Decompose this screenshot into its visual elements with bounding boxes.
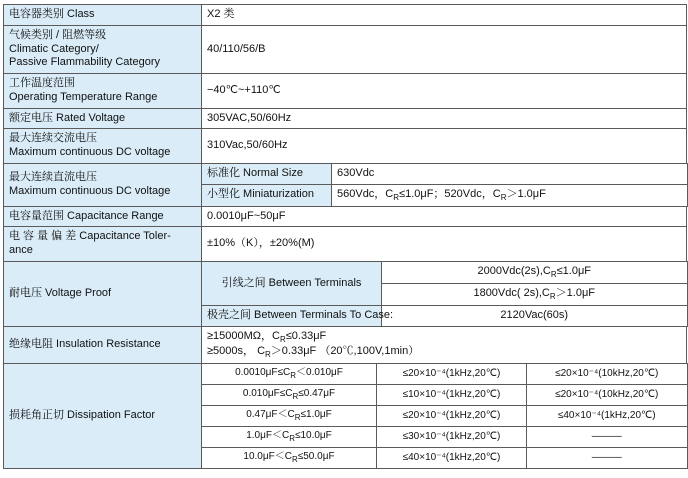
row-value-max-continuous-dc bbox=[202, 163, 687, 206]
table-row bbox=[4, 327, 687, 364]
dissipation-range: $0.0010\mu F\le C_R<0.010\mu F$ bbox=[202, 364, 377, 385]
sub-value-miniaturization: 560Vdc，$C_R\le 1.0\mu F$；520Vdc，$C_R>1.0\mu F$ bbox=[332, 184, 688, 206]
sub-label-normal-size: 标准化 Normal Size bbox=[202, 163, 332, 184]
row-value-operating-temperature: −40℃~+110℃ bbox=[202, 74, 687, 109]
sub-label-between-terminals: 引线之间 Between Terminals bbox=[202, 261, 382, 305]
insulation-line-1: ≥15000MΩ，$C_R\le 0.33\mu F$ bbox=[207, 330, 327, 345]
sub-row bbox=[202, 184, 688, 206]
sub-value-between-terminals-2: 1800Vdc( $2s),C_R>1.0\mu F$ bbox=[382, 284, 688, 306]
table-row bbox=[4, 261, 687, 326]
table-row bbox=[4, 129, 687, 164]
dissipation-range: $1.0\mu F<C_R\le 10.0\mu F$ bbox=[202, 427, 377, 448]
row-label-tolerance-line2: ance bbox=[9, 244, 33, 257]
row-label-max-dc-en: Maximum continuous DC voltage bbox=[9, 184, 171, 197]
dissipation-range: $0.47\mu F<C_R\le 1.0\mu F$ bbox=[202, 406, 377, 427]
row-label-climatic-cn: 气候类别 / 阻燃等级 bbox=[9, 28, 107, 41]
dissipation-range: $10.0\mu F<C_R\le 50.0\mu F$ bbox=[202, 448, 377, 469]
dissipation-value-2: ≤20×10⁻⁴(10kHz,20℃) bbox=[527, 364, 688, 385]
row-value-insulation-resistance bbox=[202, 327, 687, 364]
sub-value-between-terminals-1: $2000Vdc(2s),C_R\le 1.0\mu F$ bbox=[382, 261, 688, 283]
dissipation-value-2: ——— bbox=[527, 427, 688, 448]
sub-row bbox=[202, 163, 688, 184]
table-row bbox=[4, 227, 687, 262]
dissipation-row bbox=[202, 364, 688, 385]
dissipation-value-1: ≤30×10⁻⁴(1kHz,20℃) bbox=[377, 427, 527, 448]
table-row bbox=[4, 163, 687, 206]
table-row bbox=[4, 74, 687, 109]
row-label-capacitance-range: 电容量范围 Capacitance Range bbox=[4, 206, 202, 227]
sub-value-terminals-to-case: 2120Vac(60s) bbox=[382, 306, 688, 327]
dissipation-value-1: ≤20×10⁻⁴(1kHz,20℃) bbox=[377, 406, 527, 427]
row-label-temp-en: Operating Temperature Range bbox=[9, 90, 158, 103]
row-label-tolerance-line1: 电 容 量 偏 差 Capacitance Toler- bbox=[9, 230, 171, 243]
dissipation-value-1: ≤10×10⁻⁴(1kHz,20℃) bbox=[377, 385, 527, 406]
dissipation-row bbox=[202, 385, 688, 406]
insulation-line-2: ≥5000s， $C_R>0.33\mu F$ （20℃,100V,1min） bbox=[207, 345, 420, 360]
dissipation-row bbox=[202, 448, 688, 469]
table-row bbox=[4, 25, 687, 73]
dissipation-value-1: ≤20×10⁻⁴(1kHz,20℃) bbox=[377, 364, 527, 385]
row-label-temp-cn: 工作温度范围 bbox=[9, 77, 75, 89]
table-row bbox=[4, 364, 687, 469]
row-label-max-continuous-dc bbox=[4, 163, 202, 206]
table-row bbox=[4, 206, 687, 227]
sub-label-miniaturization: 小型化 Miniaturization bbox=[202, 184, 332, 206]
sub-label-terminals-to-case: 极壳之间 Between Terminals To Case: bbox=[202, 306, 382, 327]
dissipation-value-2: ≤20×10⁻⁴(10kHz,20℃) bbox=[527, 385, 688, 406]
row-value-class: X2 类 bbox=[202, 5, 687, 26]
row-value-capacitance-tolerance: ±10%（K），±20%(M) bbox=[202, 227, 687, 262]
dissipation-value-2: ——— bbox=[527, 448, 688, 469]
dissipation-row bbox=[202, 427, 688, 448]
row-label-rated-voltage: 额定电压 Rated Voltage bbox=[4, 108, 202, 129]
capacitor-specification-table bbox=[3, 4, 687, 469]
row-value-max-continuous-ac: 310Vac,50/60Hz bbox=[202, 129, 687, 164]
table-row bbox=[4, 5, 687, 26]
row-label-max-dc-cn: 最大连续直流电压 bbox=[9, 170, 97, 183]
dissipation-range: $0.010\mu F\le C_R\le 0.47\mu F$ bbox=[202, 385, 377, 406]
table-row bbox=[4, 108, 687, 129]
dissipation-value-2: ≤40×10⁻⁴(1kHz,20℃) bbox=[527, 406, 688, 427]
sub-row bbox=[202, 306, 688, 327]
row-value-capacitance-range: 0.0010μF~50μF bbox=[202, 206, 687, 227]
row-label-climatic-en2: Passive Flammability Category bbox=[9, 56, 160, 69]
dissipation-value-1: ≤40×10⁻⁴(1kHz,20℃) bbox=[377, 448, 527, 469]
sub-value-normal-size: 630Vdc bbox=[332, 163, 688, 184]
sub-row bbox=[202, 261, 688, 283]
row-label-voltage-proof: 耐电压 Voltage Proof bbox=[4, 261, 202, 326]
row-label-capacitance-tolerance bbox=[4, 227, 202, 262]
row-label-dissipation-factor: 损耗角正切 Dissipation Factor bbox=[4, 364, 202, 469]
row-label-operating-temperature bbox=[4, 74, 202, 109]
row-value-dissipation-factor bbox=[202, 364, 687, 469]
row-value-climatic-category: 40/110/56/B bbox=[202, 25, 687, 73]
row-value-rated-voltage: 305VAC,50/60Hz bbox=[202, 108, 687, 129]
row-label-max-ac-cn: 最大连续交流电压 bbox=[9, 132, 97, 145]
row-label-class: 电容器类别 Class bbox=[4, 5, 202, 26]
dissipation-row bbox=[202, 406, 688, 427]
row-label-climatic-en1: Climatic Category/ bbox=[9, 42, 99, 55]
row-label-max-ac-en: Maximum continuous DC voltage bbox=[9, 146, 171, 158]
row-value-voltage-proof bbox=[202, 261, 687, 326]
row-label-insulation-resistance: 绝缘电阻 Insulation Resistance bbox=[4, 327, 202, 364]
row-label-climatic-category bbox=[4, 25, 202, 73]
row-label-max-continuous-ac bbox=[4, 129, 202, 164]
